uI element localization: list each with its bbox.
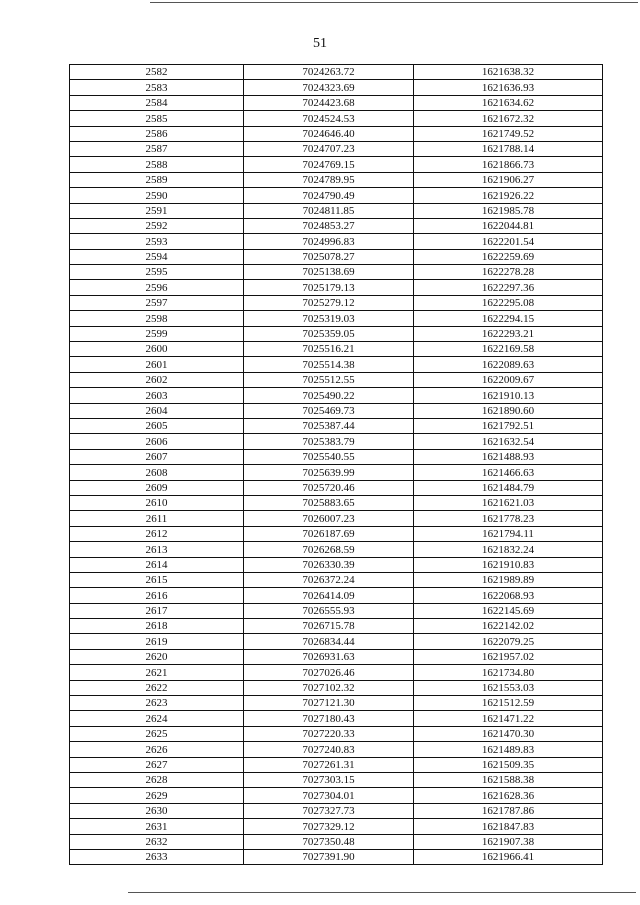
x-coordinate-cell: 7024811.85 [244, 203, 414, 218]
point-number-cell: 2594 [70, 249, 244, 264]
y-coordinate-cell: 1621907.38 [414, 834, 603, 849]
table-row [70, 649, 603, 664]
x-coordinate-cell: 7026931.63 [244, 649, 414, 664]
y-coordinate-cell: 1621890.60 [414, 403, 603, 418]
y-coordinate-cell: 1621466.63 [414, 465, 603, 480]
table-row [70, 480, 603, 495]
y-coordinate-cell: 1621588.38 [414, 772, 603, 787]
table-row [70, 172, 603, 187]
table-row [70, 588, 603, 603]
point-number-cell: 2613 [70, 542, 244, 557]
point-number-cell: 2599 [70, 326, 244, 341]
x-coordinate-cell: 7024853.27 [244, 218, 414, 233]
y-coordinate-cell: 1622142.02 [414, 619, 603, 634]
x-coordinate-cell: 7027304.01 [244, 788, 414, 803]
coordinates-table-body [70, 65, 603, 865]
x-coordinate-cell: 7024707.23 [244, 141, 414, 156]
point-number-cell: 2622 [70, 680, 244, 695]
point-number-cell: 2631 [70, 819, 244, 834]
x-coordinate-cell: 7026268.59 [244, 542, 414, 557]
table-row [70, 234, 603, 249]
table-row [70, 511, 603, 526]
y-coordinate-cell: 1621787.86 [414, 803, 603, 818]
point-number-cell: 2604 [70, 403, 244, 418]
point-number-cell: 2590 [70, 188, 244, 203]
table-row [70, 757, 603, 772]
x-coordinate-cell: 7026834.44 [244, 634, 414, 649]
table-row [70, 788, 603, 803]
point-number-cell: 2632 [70, 834, 244, 849]
x-coordinate-cell: 7025138.69 [244, 265, 414, 280]
point-number-cell: 2633 [70, 849, 244, 864]
y-coordinate-cell: 1621957.02 [414, 649, 603, 664]
y-coordinate-cell: 1622089.63 [414, 357, 603, 372]
y-coordinate-cell: 1622068.93 [414, 588, 603, 603]
y-coordinate-cell: 1622293.21 [414, 326, 603, 341]
y-coordinate-cell: 1621632.54 [414, 434, 603, 449]
point-number-cell: 2592 [70, 218, 244, 233]
x-coordinate-cell: 7025512.55 [244, 372, 414, 387]
table-row [70, 388, 603, 403]
x-coordinate-cell: 7027261.31 [244, 757, 414, 772]
y-coordinate-cell: 1622169.58 [414, 342, 603, 357]
table-row [70, 572, 603, 587]
point-number-cell: 2624 [70, 711, 244, 726]
point-number-cell: 2625 [70, 726, 244, 741]
x-coordinate-cell: 7025540.55 [244, 449, 414, 464]
table-row [70, 526, 603, 541]
x-coordinate-cell: 7025383.79 [244, 434, 414, 449]
y-coordinate-cell: 1621636.93 [414, 80, 603, 95]
x-coordinate-cell: 7025514.38 [244, 357, 414, 372]
table-row [70, 557, 603, 572]
x-coordinate-cell: 7025279.12 [244, 295, 414, 310]
table-row [70, 465, 603, 480]
point-number-cell: 2585 [70, 111, 244, 126]
y-coordinate-cell: 1621734.80 [414, 665, 603, 680]
table-row [70, 803, 603, 818]
x-coordinate-cell: 7024790.49 [244, 188, 414, 203]
point-number-cell: 2610 [70, 495, 244, 510]
point-number-cell: 2588 [70, 157, 244, 172]
y-coordinate-cell: 1622294.15 [414, 311, 603, 326]
point-number-cell: 2602 [70, 372, 244, 387]
x-coordinate-cell: 7027026.46 [244, 665, 414, 680]
y-coordinate-cell: 1621489.83 [414, 742, 603, 757]
y-coordinate-cell: 1622145.69 [414, 603, 603, 618]
point-number-cell: 2603 [70, 388, 244, 403]
point-number-cell: 2589 [70, 172, 244, 187]
x-coordinate-cell: 7025359.05 [244, 326, 414, 341]
table-row [70, 449, 603, 464]
table-row [70, 603, 603, 618]
x-coordinate-cell: 7027102.32 [244, 680, 414, 695]
table-row [70, 495, 603, 510]
y-coordinate-cell: 1621989.89 [414, 572, 603, 587]
x-coordinate-cell: 7026715.78 [244, 619, 414, 634]
table-row [70, 372, 603, 387]
x-coordinate-cell: 7024646.40 [244, 126, 414, 141]
y-coordinate-cell: 1621484.79 [414, 480, 603, 495]
point-number-cell: 2619 [70, 634, 244, 649]
x-coordinate-cell: 7026555.93 [244, 603, 414, 618]
point-number-cell: 2628 [70, 772, 244, 787]
y-coordinate-cell: 1621509.35 [414, 757, 603, 772]
page-number: 51 [313, 36, 327, 51]
point-number-cell: 2609 [70, 480, 244, 495]
x-coordinate-cell: 7027350.48 [244, 834, 414, 849]
bottom-rule [128, 892, 636, 893]
x-coordinate-cell: 7024423.68 [244, 95, 414, 110]
y-coordinate-cell: 1621778.23 [414, 511, 603, 526]
point-number-cell: 2606 [70, 434, 244, 449]
y-coordinate-cell: 1621488.93 [414, 449, 603, 464]
table-row [70, 157, 603, 172]
x-coordinate-cell: 7027391.90 [244, 849, 414, 864]
y-coordinate-cell: 1621634.62 [414, 95, 603, 110]
table-row [70, 665, 603, 680]
table-row [70, 619, 603, 634]
y-coordinate-cell: 1622009.67 [414, 372, 603, 387]
y-coordinate-cell: 1622079.25 [414, 634, 603, 649]
x-coordinate-cell: 7024789.95 [244, 172, 414, 187]
y-coordinate-cell: 1622295.08 [414, 295, 603, 310]
point-number-cell: 2595 [70, 265, 244, 280]
table-row [70, 141, 603, 156]
point-number-cell: 2601 [70, 357, 244, 372]
table-row [70, 711, 603, 726]
x-coordinate-cell: 7025179.13 [244, 280, 414, 295]
x-coordinate-cell: 7026330.39 [244, 557, 414, 572]
table-row [70, 126, 603, 141]
y-coordinate-cell: 1622201.54 [414, 234, 603, 249]
table-row [70, 418, 603, 433]
table-row [70, 726, 603, 741]
table-row [70, 819, 603, 834]
x-coordinate-cell: 7025078.27 [244, 249, 414, 264]
point-number-cell: 2623 [70, 696, 244, 711]
x-coordinate-cell: 7027220.33 [244, 726, 414, 741]
y-coordinate-cell: 1621910.83 [414, 557, 603, 572]
y-coordinate-cell: 1621638.32 [414, 65, 603, 80]
point-number-cell: 2626 [70, 742, 244, 757]
y-coordinate-cell: 1622297.36 [414, 280, 603, 295]
y-coordinate-cell: 1621788.14 [414, 141, 603, 156]
y-coordinate-cell: 1621985.78 [414, 203, 603, 218]
x-coordinate-cell: 7026414.09 [244, 588, 414, 603]
y-coordinate-cell: 1622044.81 [414, 218, 603, 233]
table-row [70, 434, 603, 449]
x-coordinate-cell: 7026372.24 [244, 572, 414, 587]
x-coordinate-cell: 7025516.21 [244, 342, 414, 357]
y-coordinate-cell: 1621471.22 [414, 711, 603, 726]
point-number-cell: 2597 [70, 295, 244, 310]
table-row [70, 326, 603, 341]
point-number-cell: 2630 [70, 803, 244, 818]
x-coordinate-cell: 7025720.46 [244, 480, 414, 495]
x-coordinate-cell: 7027121.30 [244, 696, 414, 711]
y-coordinate-cell: 1621621.03 [414, 495, 603, 510]
x-coordinate-cell: 7025387.44 [244, 418, 414, 433]
point-number-cell: 2611 [70, 511, 244, 526]
point-number-cell: 2627 [70, 757, 244, 772]
table-row [70, 403, 603, 418]
point-number-cell: 2586 [70, 126, 244, 141]
y-coordinate-cell: 1621832.24 [414, 542, 603, 557]
point-number-cell: 2591 [70, 203, 244, 218]
x-coordinate-cell: 7025319.03 [244, 311, 414, 326]
x-coordinate-cell: 7025639.99 [244, 465, 414, 480]
table-row [70, 742, 603, 757]
table-row [70, 696, 603, 711]
y-coordinate-cell: 1622259.69 [414, 249, 603, 264]
y-coordinate-cell: 1621926.22 [414, 188, 603, 203]
x-coordinate-cell: 7027180.43 [244, 711, 414, 726]
table-row [70, 295, 603, 310]
y-coordinate-cell: 1621866.73 [414, 157, 603, 172]
point-number-cell: 2617 [70, 603, 244, 618]
x-coordinate-cell: 7025490.22 [244, 388, 414, 403]
x-coordinate-cell: 7027240.83 [244, 742, 414, 757]
x-coordinate-cell: 7024323.69 [244, 80, 414, 95]
point-number-cell: 2608 [70, 465, 244, 480]
point-number-cell: 2614 [70, 557, 244, 572]
table-row [70, 772, 603, 787]
y-coordinate-cell: 1621792.51 [414, 418, 603, 433]
x-coordinate-cell: 7024524.53 [244, 111, 414, 126]
table-row [70, 80, 603, 95]
table-row [70, 311, 603, 326]
top-rule [150, 2, 638, 3]
x-coordinate-cell: 7024263.72 [244, 65, 414, 80]
point-number-cell: 2587 [70, 141, 244, 156]
point-number-cell: 2583 [70, 80, 244, 95]
y-coordinate-cell: 1621512.59 [414, 696, 603, 711]
table-row [70, 680, 603, 695]
table-row [70, 265, 603, 280]
y-coordinate-cell: 1622278.28 [414, 265, 603, 280]
x-coordinate-cell: 7025469.73 [244, 403, 414, 418]
x-coordinate-cell: 7027329.12 [244, 819, 414, 834]
x-coordinate-cell: 7024996.83 [244, 234, 414, 249]
table-row [70, 357, 603, 372]
point-number-cell: 2593 [70, 234, 244, 249]
table-row [70, 342, 603, 357]
table-row [70, 280, 603, 295]
x-coordinate-cell: 7026187.69 [244, 526, 414, 541]
point-number-cell: 2612 [70, 526, 244, 541]
x-coordinate-cell: 7027303.15 [244, 772, 414, 787]
point-number-cell: 2618 [70, 619, 244, 634]
y-coordinate-cell: 1621628.36 [414, 788, 603, 803]
point-number-cell: 2605 [70, 418, 244, 433]
table-row [70, 188, 603, 203]
table-row [70, 834, 603, 849]
point-number-cell: 2621 [70, 665, 244, 680]
x-coordinate-cell: 7026007.23 [244, 511, 414, 526]
point-number-cell: 2584 [70, 95, 244, 110]
point-number-cell: 2607 [70, 449, 244, 464]
table-row [70, 218, 603, 233]
table-row [70, 203, 603, 218]
y-coordinate-cell: 1621672.32 [414, 111, 603, 126]
point-number-cell: 2596 [70, 280, 244, 295]
table-row [70, 849, 603, 864]
y-coordinate-cell: 1621847.83 [414, 819, 603, 834]
table-row [70, 95, 603, 110]
point-number-cell: 2615 [70, 572, 244, 587]
x-coordinate-cell: 7025883.65 [244, 495, 414, 510]
table-row [70, 111, 603, 126]
y-coordinate-cell: 1621794.11 [414, 526, 603, 541]
y-coordinate-cell: 1621553.03 [414, 680, 603, 695]
x-coordinate-cell: 7024769.15 [244, 157, 414, 172]
table-row [70, 249, 603, 264]
table-row [70, 65, 603, 80]
point-number-cell: 2582 [70, 65, 244, 80]
point-number-cell: 2616 [70, 588, 244, 603]
table-row [70, 634, 603, 649]
y-coordinate-cell: 1621470.30 [414, 726, 603, 741]
x-coordinate-cell: 7027327.73 [244, 803, 414, 818]
point-number-cell: 2629 [70, 788, 244, 803]
point-number-cell: 2600 [70, 342, 244, 357]
y-coordinate-cell: 1621910.13 [414, 388, 603, 403]
coordinates-table [69, 64, 603, 865]
y-coordinate-cell: 1621966.41 [414, 849, 603, 864]
table-row [70, 542, 603, 557]
point-number-cell: 2620 [70, 649, 244, 664]
y-coordinate-cell: 1621749.52 [414, 126, 603, 141]
y-coordinate-cell: 1621906.27 [414, 172, 603, 187]
point-number-cell: 2598 [70, 311, 244, 326]
